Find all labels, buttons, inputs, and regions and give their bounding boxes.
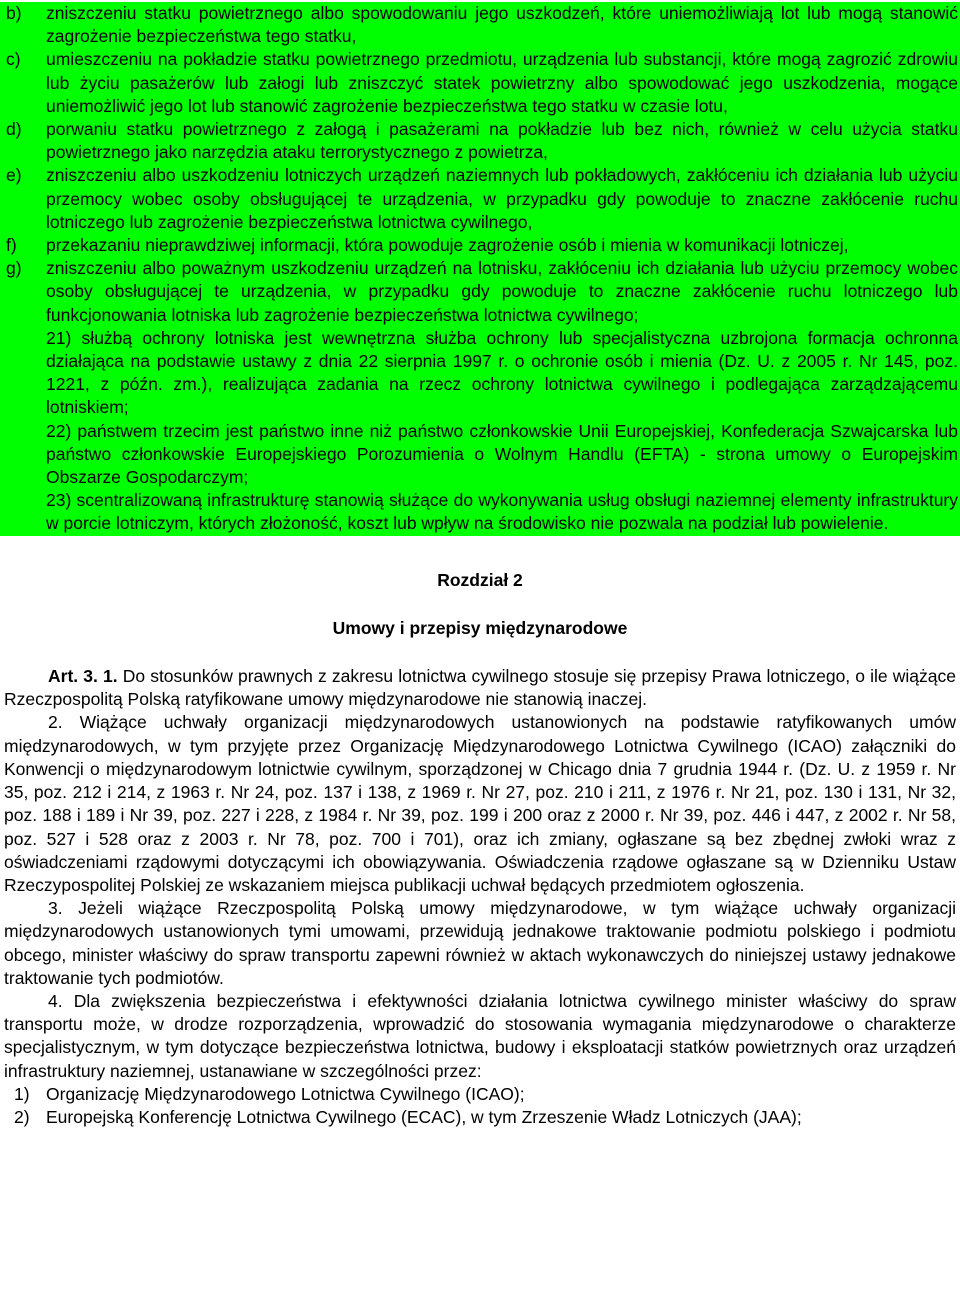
item-text: Organizację Międzynarodowego Lotnictwa Cywilnego (ICAO);: [46, 1083, 525, 1104]
list-item: [0, 118, 960, 164]
article-label: Art. 3. 1.: [48, 666, 118, 687]
definition-point-21: 21) służbą ochrony lotniska jest wewnętrzna służba ochrony lub specjalistyczna uzbrojona formacja ochronna działająca na podstawie ustawy z dnia 22 sierpnia 1997 r. o ochronie osób i mienia (Dz. U. z 2005 r. Nr 145, poz. 1221, z późn. zm.), realizująca zadania na rzecz ochrony lotnictwa cywilnego i podlegająca zarządzającemu lotniskiem;: [46, 327, 958, 418]
list-item: [0, 164, 960, 234]
item-label: c): [6, 49, 21, 70]
item-text: umieszczeniu na pokładzie statku powietrznego przedmiotu, urządzenia lub substancji, które mogą zagrozić zdrowiu lub życiu pasażerów lub załogi lub zniszczyć statek powietrzny albo spowodować jego uszkodzenia, mogące uniemożliwić jego lot lub stanowić zagrożenie bezpieczeństwa tego statku w czasie lotu,: [46, 49, 958, 116]
list-item: [0, 1083, 960, 1106]
paragraph-text: Do stosunków prawnych z zakresu lotnictwa cywilnego stosuje się przepisy Prawa lotniczego, o ile wiążące Rzeczpospolitą Polską ratyfikowane umowy międzynarodowe nie stanowią inaczej.: [4, 666, 956, 710]
article-paragraph-2: 2. Wiążące uchwały organizacji międzynarodowych ustanowionych na podstawie ratyfikowanych umów międzynarodowych, w tym przyjęte przez Organizację Międzynarodowego Lotnictwa Cywilnego (ICAO) załączniki do Konwencji o międzynarodowym lotnictwie cywilnym, sporządzonej w Chicago dnia 7 grudnia 1944 r. (Dz. U. z 1959 r. Nr 35, poz. 212 i 214, z 1963 r. Nr 24, poz. 137 i 138, z 1969 r. Nr 27, poz. 210 i 211, z 1976 r. Nr 21, poz. 130 i 131, Nr 32, poz. 188 i 189 i Nr 39, poz. 227 i 228, z 1984 r. Nr 39, poz. 199 i 200 oraz z 2000 r. Nr 39, poz. 446 i 447, z 2002 r. Nr 58, poz. 527 i 528 oraz z 2003 r. Nr 78, poz. 700 i 701), oraz ich zmiany, ogłaszane są bez zbędnej zwłoki wraz z oświadczeniami rządowymi dotyczącymi ich obowiązywania. Oświadczenia rządowe ogłaszane są w Dzienniku Ustaw Rzeczypospolitej Polskiej ze wskazaniem miejsca publikacji uchwał będących przedmiotem ogłoszenia.: [4, 712, 956, 895]
item-text: zniszczeniu statku powietrznego albo spowodowaniu jego uszkodzeń, które uniemożliwiają lot lub mogą stanowić zagrożenie bezpieczeństwa tego statku,: [46, 3, 958, 47]
item-label: f): [6, 235, 17, 256]
article-paragraph-1: [0, 665, 960, 711]
definition-point-22: 22) państwem trzecim jest państwo inne niż państwo członkowskie Unii Europejskiej, Konfederacja Szwajcarska lub państwo członkowskie Europejskiego Porozumienia o Wolnym Handlu (EFTA) - strona umowy o Europejskim Obszarze Gospodarczym;: [46, 420, 958, 488]
item-label: e): [6, 165, 22, 186]
list-item: [0, 48, 960, 118]
article-paragraph-4: 4. Dla zwiększenia bezpieczeństwa i efektywności działania lotnictwa cywilnego minister właściwy do spraw transportu może, w drodze rozporządzenia, wprowadzić do stosowania wymagania międzynarodowe o charakterze specjalistycznym, w tym dotyczące bezpieczeństwa lotnictwa, budowy i eksploatacji statków powietrznych oraz urządzeń infrastruktury naziemnej, ustanawiane w szczególności przez:: [4, 990, 956, 1081]
item-label: 2): [14, 1106, 30, 1127]
item-label: g): [6, 258, 22, 279]
document-page: [0, 2, 960, 1129]
item-text: porwaniu statku powietrznego z załogą i pasażerami na pokładzie lub bez nich, również w celu użycia statku powietrznego jako narzędzia ataku terrorystycznego z powietrza,: [46, 119, 958, 163]
list-item: [0, 1106, 960, 1129]
article-paragraph-3: 3. Jeżeli wiążące Rzeczpospolitą Polską umowy międzynarodowe, w tym wiążące uchwały organizacji międzynarodowych ustanowionych tymi umowami, przewidują jednakowe traktowanie podmiotu polskiego i podmiotu obcego, minister właściwy do spraw transportu zapewni również w aktach wykonawczych do niniejszej ustawy jednakowe traktowanie tych podmiotów.: [4, 898, 956, 988]
chapter-title: Umowy i przepisy międzynarodowe: [332, 617, 628, 638]
list-item: [0, 2, 960, 48]
list-item: [0, 234, 960, 257]
item-label: 1): [14, 1083, 30, 1104]
highlighted-definitions: [0, 2, 960, 536]
item-text: przekazaniu nieprawdziwej informacji, która powoduje zagrożenie osób i mienia w komunikacji lotniczej,: [46, 235, 849, 256]
definition-point-23: 23) scentralizowaną infrastrukturę stanowią służące do wykonywania usług obsługi naziemnej elementy infrastruktury w porcie lotniczym, których złożoność, koszt lub wpływ na środowisko nie pozwala na podział lub powielenie.: [46, 490, 958, 534]
list-item: [0, 257, 960, 327]
item-text: zniszczeniu albo uszkodzeniu lotniczych urządzeń naziemnych lub pokładowych, zakłóceniu ich działania lub użyciu przemocy wobec osoby obsługującej te urządzenia, w przypadku gdy powoduje to znaczne zakłócenie ruchu lotniczego lub zagrożenie bezpieczeństwa lotnictwa cywilnego,: [46, 165, 958, 232]
item-text: Europejską Konferencję Lotnictwa Cywilnego (ECAC), w tym Zrzeszenie Władz Lotniczych (JAA);: [46, 1106, 802, 1127]
item-text: zniszczeniu albo poważnym uszkodzeniu urządzeń na lotnisku, zakłóceniu ich działania lub użyciu przemocy wobec osoby obsługującej te urządzenia, w przypadku gdy powoduje to znaczne zakłócenie ruchu lotniczego lub funkcjonowania lotniska lub zagrożenie bezpieczeństwa lotnictwa cywilnego;: [46, 258, 958, 325]
chapter-number: Rozdział 2: [437, 569, 523, 590]
item-label: b): [6, 3, 22, 23]
item-label: d): [6, 119, 22, 140]
